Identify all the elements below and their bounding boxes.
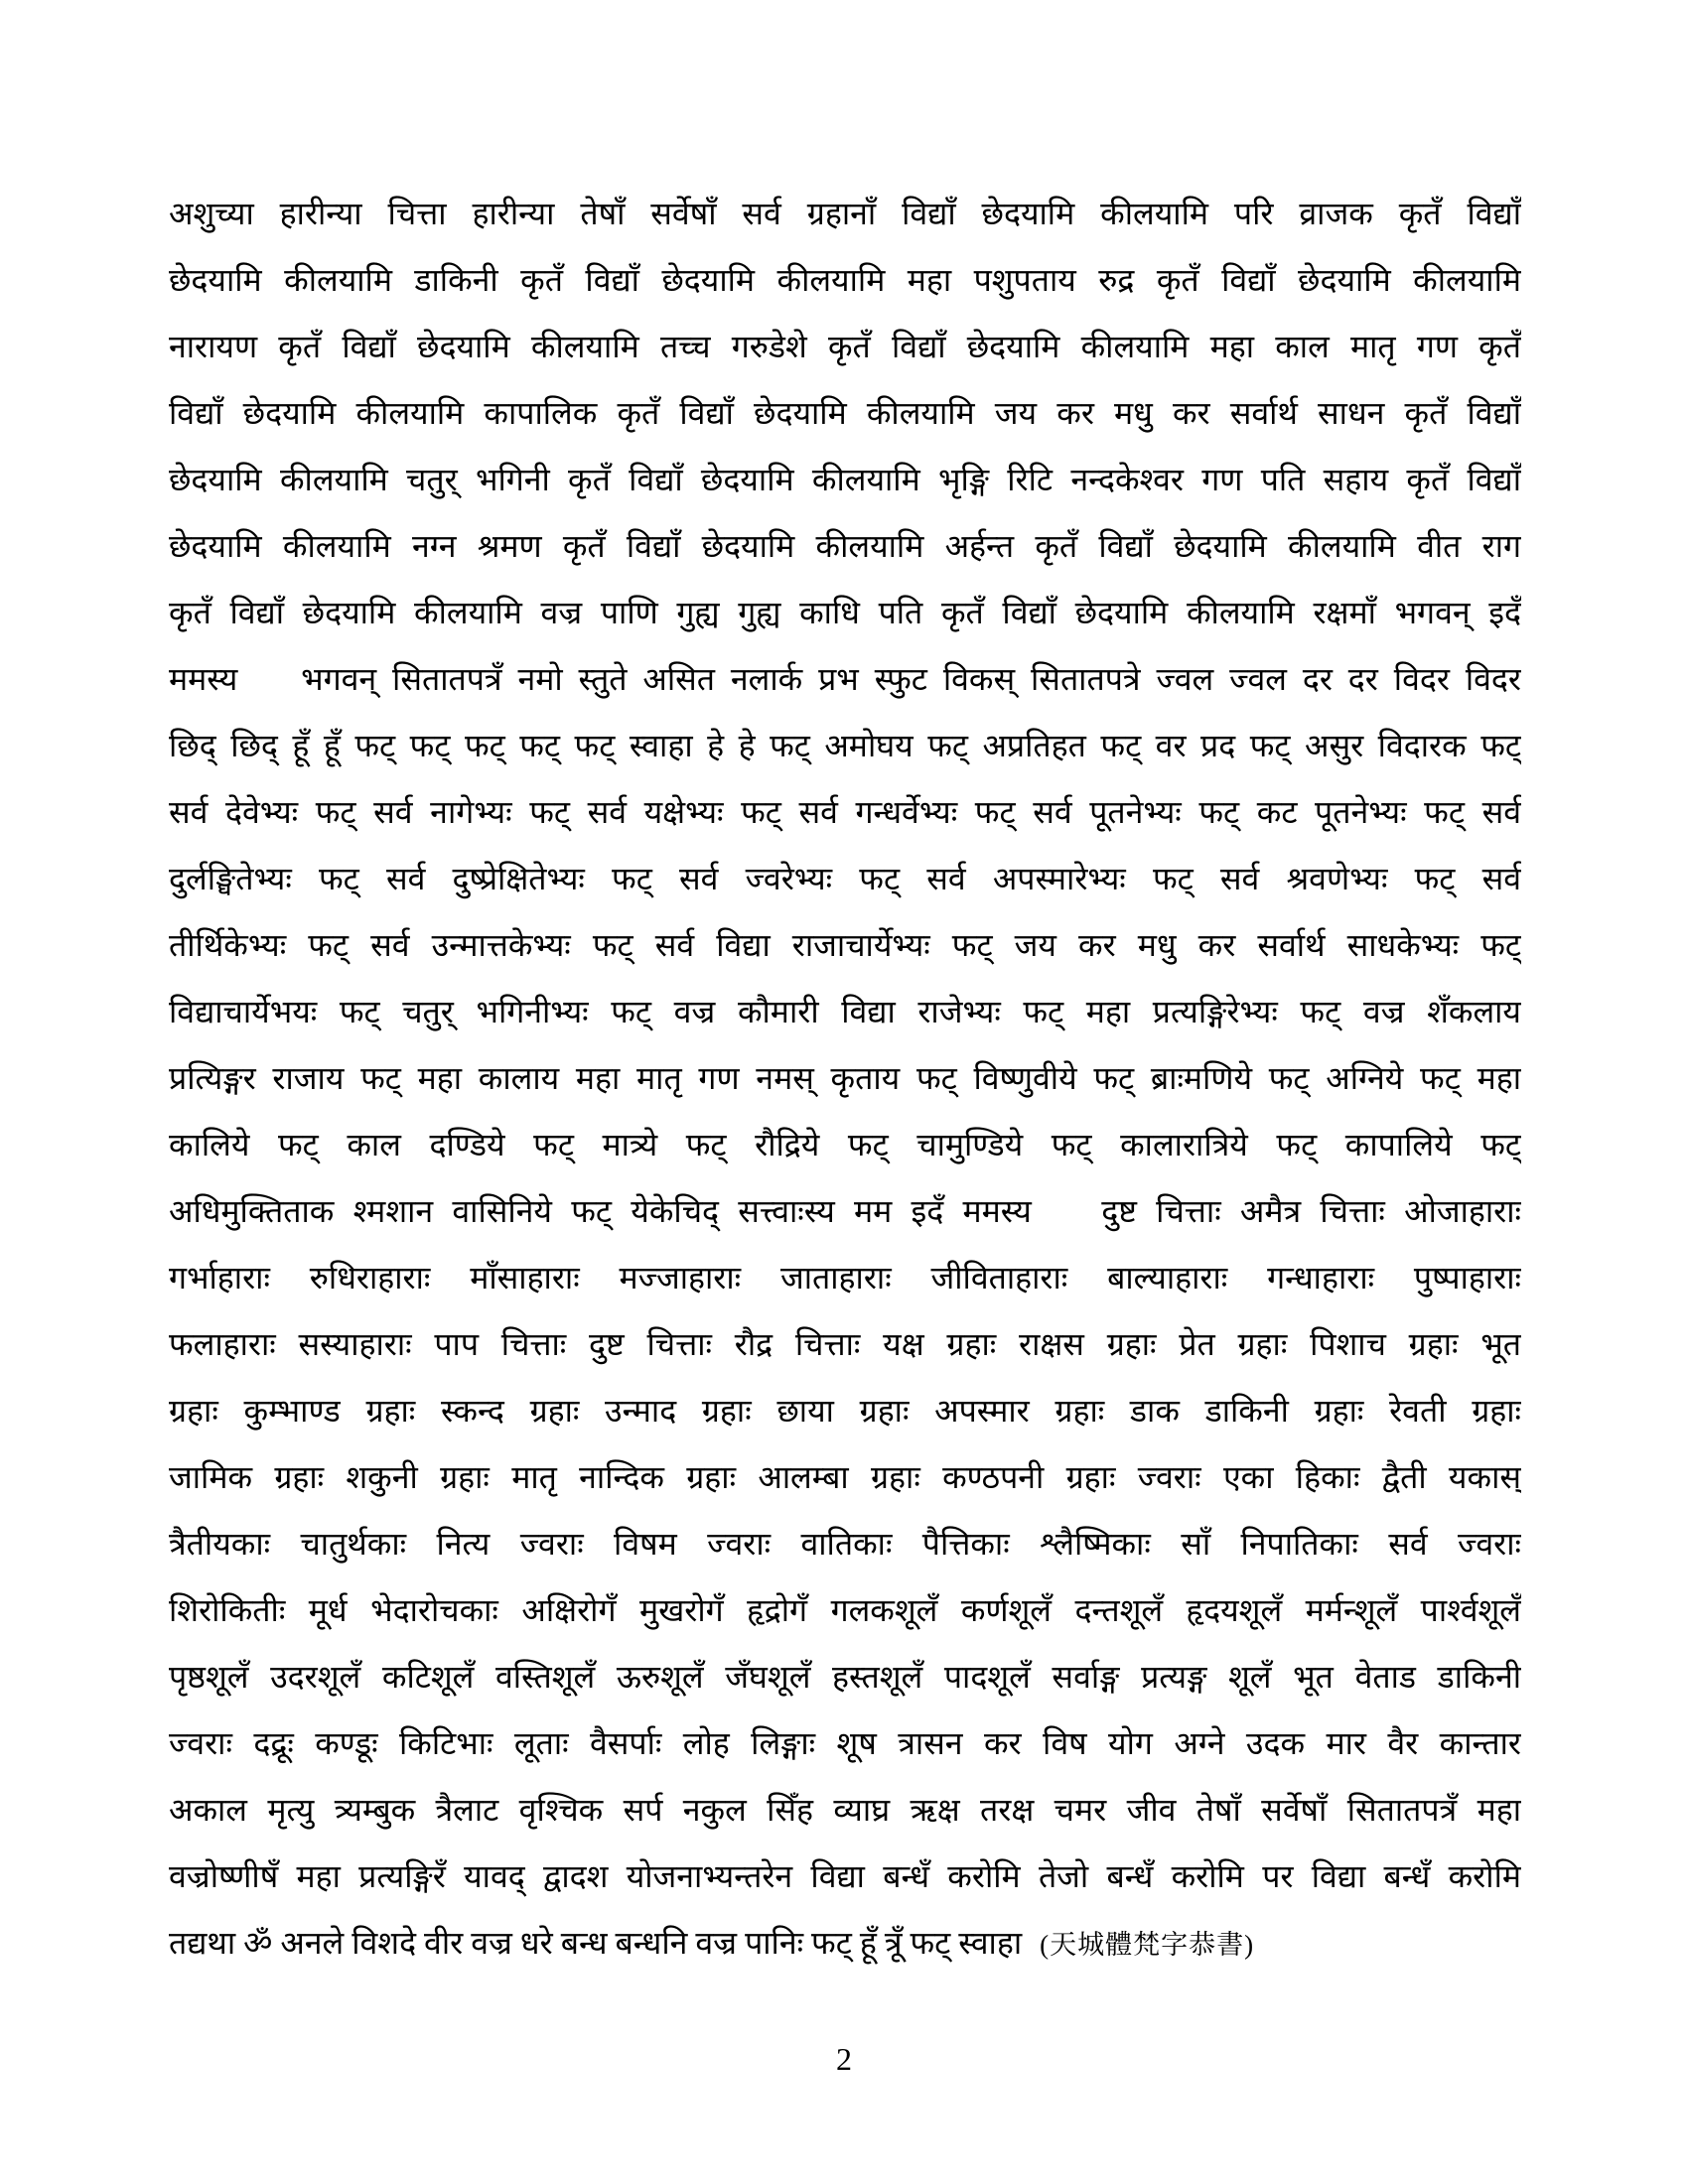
text-line: अकाल मृत्यु त्र्यम्बुक त्रैलाट वृश्चिक सर्प नकुल सिँह व्याघ्र ऋक्ष तरक्ष चमर जीव तेषाँ सर्वेषाँ सितातपत्रँ महा xyxy=(169,1792,1521,1828)
dharani-text-block xyxy=(169,181,1521,1977)
text-line: वज्रोष्णीषँ महा प्रत्यङ्गिरँ यावद् द्वादश योजनाभ्यन्तरेन विद्या बन्धँ करोमि तेजो बन्धँ करोमि पर विद्या बन्धँ करोमि xyxy=(169,1858,1521,1894)
text-line: विद्याँ छेदयामि कीलयामि कापालिक कृतँ विद्याँ छेदयामि कीलयामि जय कर मधु कर सर्वार्थ साधन कृतँ विद्याँ xyxy=(169,395,1521,431)
page-number: 2 xyxy=(836,2041,852,2077)
text-line: ग्रहाः कुम्भाण्ड ग्रहाः स्कन्द ग्रहाः उन्माद ग्रहाः छाया ग्रहाः अपस्मार ग्रहाः डाक डाकिनी ग्रहाः रेवती ग्रहाः xyxy=(169,1393,1521,1429)
text-line: छिद् छिद् हूँ हूँ फट् फट् फट् फट् फट् स्वाहा हे हे फट् अमोघय फट् अप्रतिहत फट् वर प्रद फट् असुर विदारक फट् xyxy=(169,728,1521,763)
text-line: सर्व देवेभ्यः फट् सर्व नागेभ्यः फट् सर्व यक्षेभ्यः फट् सर्व गन्धर्वेभ्यः फट् सर्व पूतनेभ्यः फट् कट पूतनेभ्यः फट् सर्व xyxy=(169,794,1521,830)
text-line: कृतँ विद्याँ छेदयामि कीलयामि वज्र पाणि गुह्य गुह्य काधि पति कृतँ विद्याँ छेदयामि कीलयामि रक्षमाँ भगवन् इदँ xyxy=(169,595,1521,630)
text-line: जामिक ग्रहाः शकुनी ग्रहाः मातृ नान्दिक ग्रहाः आलम्बा ग्रहाः कण्ठपनी ग्रहाः ज्वराः एका हिकाः द्वैती यकास् xyxy=(169,1459,1521,1495)
text-line: नारायण कृतँ विद्याँ छेदयामि कीलयामि तच्च गरुडेशे कृतँ विद्याँ छेदयामि कीलयामि महा काल मातृ गण कृतँ xyxy=(169,329,1521,364)
text-line-final xyxy=(169,1910,1521,1977)
text-line: दुर्लङ्घितेभ्यः फट् सर्व दुष्प्रेक्षितेभ्यः फट् सर्व ज्वरेभ्यः फट् सर्व अपस्मारेभ्यः फट् सर्व श्रवणेभ्यः फट् सर्व xyxy=(169,861,1521,896)
text-line: प्रत्यिङ्गर राजाय फट् महा कालाय महा मातृ गण नमस् कृताय फट् विष्णुवीये फट् ब्राःमणिये फट् अग्निये फट् महा xyxy=(169,1060,1521,1096)
text-line: ज्वराः दद्रूः कण्डूः किटिभाः लूताः वैसर्पाः लोह लिङ्गाः शूष त्रासन कर विष योग अग्ने उदक मार वैर कान्तार xyxy=(169,1725,1521,1761)
text-line: अधिमुक्तिताक श्मशान वासिनिये फट् येकेचिद् सत्त्वाःस्य मम इदँ ममस्य दुष्ट चित्ताः अमैत्र चित्ताः ओजाहाराः xyxy=(169,1193,1521,1229)
text-line: छेदयामि कीलयामि डाकिनी कृतँ विद्याँ छेदयामि कीलयामि महा पशुपताय रुद्र कृतँ विद्याँ छेदयामि कीलयामि xyxy=(169,262,1521,298)
text-line: अशुच्या हारीन्या चित्ता हारीन्या तेषाँ सर्वेषाँ सर्व ग्रहानाँ विद्याँ छेदयामि कीलयामि परि व्राजक कृतँ विद्याँ xyxy=(169,196,1521,231)
colophon-note: (天城體梵字恭書) xyxy=(1040,1930,1255,1960)
text-line: छेदयामि कीलयामि नग्न श्रमण कृतँ विद्याँ छेदयामि कीलयामि अर्हन्त कृतँ विद्याँ छेदयामि कीलयामि वीत राग xyxy=(169,528,1521,564)
text-line: विद्याचार्येभयः फट् चतुर् भगिनीभ्यः फट् वज्र कौमारी विद्या राजेभ्यः फट् महा प्रत्यङ्गिरेभ्यः फट् वज्र शँकलाय xyxy=(169,994,1521,1029)
text-line: ममस्य भगवन् सितातपत्रँ नमो स्तुते असित नलार्क प्रभ स्फुट विकस् सितातपत्रे ज्वल ज्वल दर दर विदर विदर xyxy=(169,661,1521,697)
text-line: गर्भाहाराः रुधिराहाराः माँसाहाराः मज्जाहाराः जाताहाराः जीविताहाराः बाल्याहाराः गन्धाहाराः पुष्पाहाराः xyxy=(169,1260,1521,1296)
text-line: पृष्ठशूलँ उदरशूलँ कटिशूलँ वस्तिशूलँ ऊरुशूलँ जँघशूलँ हस्तशूलँ पादशूलँ सर्वाङ्ग प्रत्यङ्ग शूलँ भूत वेताड डाकिनी xyxy=(169,1659,1521,1695)
mantra-closing-text: तद्यथा ॐ अनले विशदे वीर वज्र धरे बन्ध बन्धनि वज्र पानिः फट् हूँ त्रूँ फट् स्वाहा xyxy=(169,1925,1023,1961)
text-line: कालिये फट् काल दण्डिये फट् मात्र्ये फट् रौद्रिये फट् चामुण्डिये फट् कालारात्रिये फट् कापालिये फट् xyxy=(169,1127,1521,1162)
text-line: छेदयामि कीलयामि चतुर् भगिनी कृतँ विद्याँ छेदयामि कीलयामि भृङ्गि रिटि नन्दकेश्वर गण पति सहाय कृतँ विद्याँ xyxy=(169,462,1521,497)
text-line: शिरोकितीः मूर्ध भेदारोचकाः अक्षिरोगँ मुखरोगँ हृद्रोगँ गलकशूलँ कर्णशूलँ दन्तशूलँ हृदयशूलँ मर्मन्शूलँ पार्श्वशूलँ xyxy=(169,1592,1521,1628)
text-line: त्रैतीयकाः चातुर्थकाः नित्य ज्वराः विषम ज्वराः वातिकाः पैत्तिकाः श्लैष्मिकाः साँ निपातिकाः सर्व ज्वराः xyxy=(169,1526,1521,1562)
text-line: फलाहाराः सस्याहाराः पाप चित्ताः दुष्ट चित्ताः रौद्र चित्ताः यक्ष ग्रहाः राक्षस ग्रहाः प्रेत ग्रहाः पिशाच ग्रहाः भूत xyxy=(169,1326,1521,1362)
text-line: तीर्थिकेभ्यः फट् सर्व उन्मात्तकेभ्यः फट् सर्व विद्या राजाचार्येभ्यः फट् जय कर मधु कर सर्वार्थ साधकेभ्यः फट् xyxy=(169,927,1521,963)
